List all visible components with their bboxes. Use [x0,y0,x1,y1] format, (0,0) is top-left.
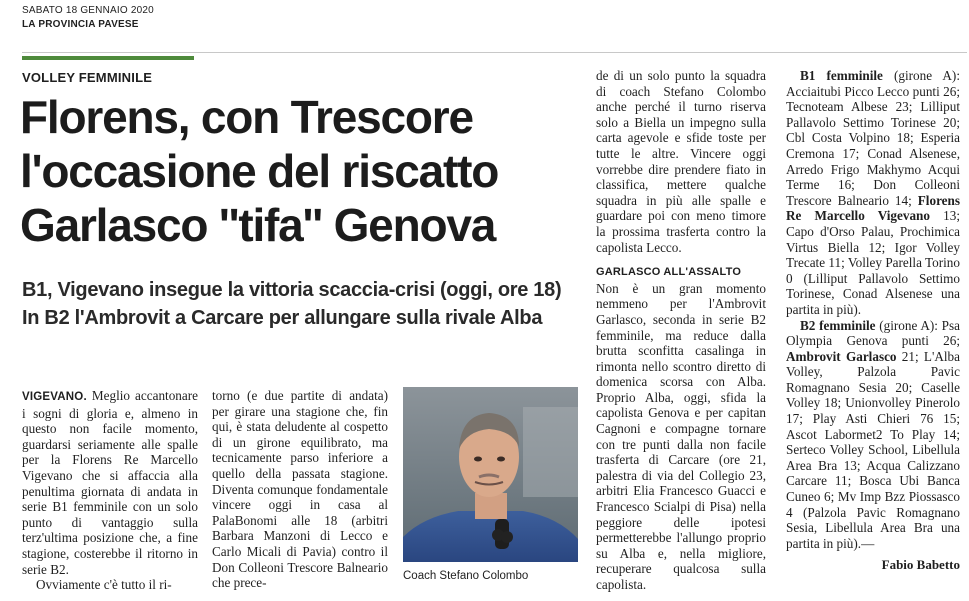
standings-b1-text: (girone A): Acciaitubi Picco Lecco punti 26; Tecnoteam Albese 23; Lilliput Pallavolo Settimo Torinese 20; Cbl Costa Volpino 18; Esperia Cremona 17; Conad Alsenese, Arredo Frigo Makhymo Acqui Terme 16; Don Colleoni Trescore Balneario 14; [786,68,960,208]
standings-b2-highlight: Ambrovit Garlasco [786,348,897,364]
paragraph: torno (e due partite di andata) per girare una stagione che, fin qui, è stata deludente al cospetto di un girone equilibrato, ma tecnicamente parso inferiore a quello della passata stagione. Diventa comunque fondamentale vincere oggi in casa al PalaBonomi alle 18 (arbitri Barbara Manzoni di Lecco e Carlo Micali di Pavia) contro il Don Colleoni Trescore Balneario che prece- [212,388,388,591]
subheadline-line: B1, Vigevano insegue la vittoria scaccia-crisi (oggi, ore 18) [22,279,562,301]
article-column-3 [596,68,766,593]
paragraph: de di un solo punto la squadra di coach Stefano Colombo anche perché il turno riserva solo a Biella un impegno sulla carta agevole e sfide toste per tutte le altre. Vincere oggi vorrebbe dire prendere fiato in classifica, mettere qualche squadra in più alle spalle e guardare poi con meno timore la prossima trasferta contro la capolista Lecco. [596,68,766,255]
coach-photo [403,387,578,562]
subheadline-line: In B2 l'Ambrovit a Carcare per allungare sulla rivale Alba [22,307,543,329]
article-column-2 [212,388,388,591]
section-label: VOLLEY FEMMINILE [22,70,153,85]
standings-b1-title: B1 femminile [800,68,883,83]
header-rule [22,52,967,53]
masthead [22,4,154,32]
standings-column [786,68,960,573]
publication-name: LA PROVINCIA PAVESE [22,19,139,30]
subheadline [22,276,592,332]
paragraph-subheading: GARLASCO ALL'ASSALTO [596,266,742,279]
portrait-image [403,387,578,562]
paragraph [22,388,198,577]
standings-b1-highlight: Florens Re Marcello Vigevano [786,192,960,224]
headline [20,90,580,252]
headline-line: l'occasione del riscatto [20,145,499,197]
headline-line: Garlasco ''tifa'' Genova [20,199,496,251]
standings-b2-title: B2 femminile [800,317,876,333]
section-accent-bar [22,56,194,60]
standings-b2-text: (girone A): Psa Olympia Genova punti 26; [786,317,960,349]
author-signature: Fabio Babetto [881,557,960,573]
paragraph: Non è un gran momento nemmeno per l'Ambrovit Garlasco, seconda in serie B2 femminile, ma reduce dalla brutta sconfitta casalinga in rimonta nello scontro diretto di domenica scorsa con Alba. Proprio Alba, oggi, sfida la capolista Genova e per capitan Cagnoni e compagne tornare con tre punti dalla non facile trasferta di Carcare (ore 21, palestra di via del Collegio 23, arbitri Elia Francesco Guacci e Francesco Scialpi di Pisa) nella peggiore delle ipotesi permetterebbe l'allungo proprio su Alba e, nella migliore, recuperare qualcosa sulla capolista. [596,280,766,592]
standings-b1-text-end: 13; Capo d'Orso Palau, Prochimica Virtus Biella 12; Igor Volley Trecate 11; Volley Parella Torino 0 (Lilliput Pallavolo Settimo Torinese, Conad Alsenese una partita in più). [786,208,960,317]
paragraph: Ovviamente c'è tutto il ri- [36,577,172,593]
paragraph-text: Meglio accantonare i sogni di gloria e, almeno in questo non facile momento, guardarsi seriamente alle spalle per la Florens Re Marcello Vigevano che si affaccia alla penultima giornata di andata in serie B1 femminile con un solo punto di vantaggio sulla terz'ultima posizione che, a fine stagione, costerebbe il ritorno in serie B2. [22,388,198,577]
headline-line: Florens, con Trescore [20,91,473,143]
article-column-1 [22,388,198,593]
issue-date: SABATO 18 GENNAIO 2020 [22,5,154,16]
photo-caption: Coach Stefano Colombo [403,570,529,582]
dateline: VIGEVANO. [22,391,87,403]
standings-b2-text-end: 21; L'Alba Volley, Palzola Pavic Romagnano Sesia 20; Caselle Volley 18; Unionvolley Pinerolo 17; Play Asti Chieri 76 15; Ascot Labormet2 To Play 14; Serteco Volley School, Libellula Area Bra 13; Acqua Calizzano Carcare 11; Bosca Ubi Banca Cuneo 6; Mv Imp Bzz Piossasco 4 (Palzola Pavic Romagnano Sesia, Libellula Area Bra una partita in più).— [786,348,961,551]
standings-b1 [786,68,960,318]
standings-b2 [786,318,960,552]
